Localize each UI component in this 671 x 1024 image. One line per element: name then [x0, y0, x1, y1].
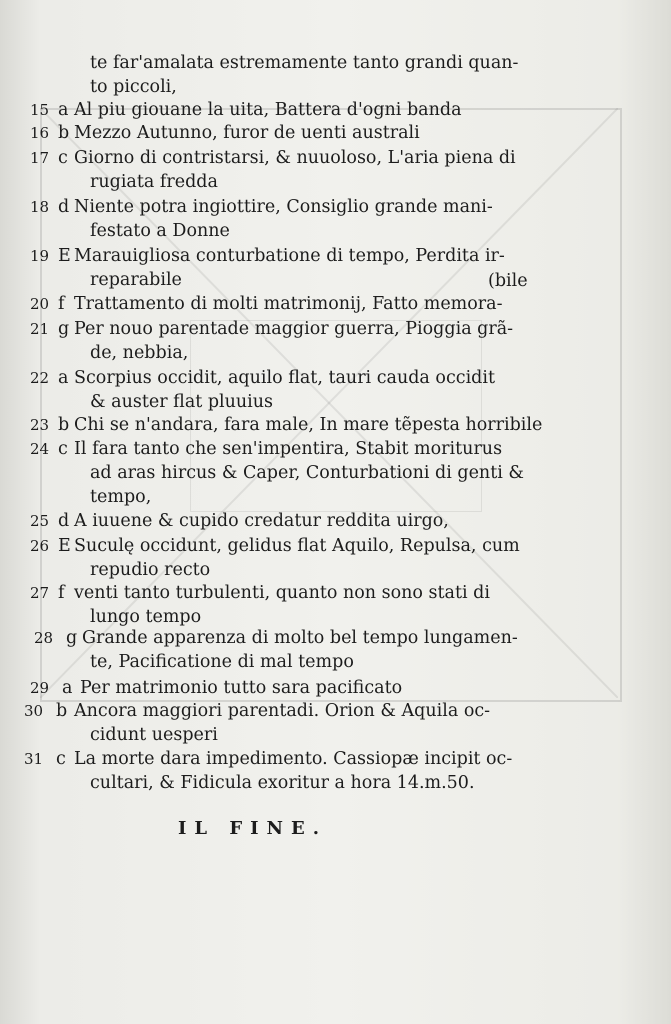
entry-line: & auster flat pluuius — [90, 392, 274, 412]
day-letter: b — [58, 123, 70, 143]
day-number: 30 — [24, 702, 44, 720]
day-number: 20 — [30, 295, 50, 313]
entry-line: repudio recto — [90, 560, 211, 580]
entry-line: festato a Donne — [90, 221, 230, 241]
day-letter: b — [58, 415, 70, 435]
day-number: 19 — [30, 247, 50, 265]
day-letter: E — [58, 536, 71, 556]
entry-line: venti tanto turbulenti, quanto non sono stati di — [74, 583, 490, 603]
day-letter: a — [58, 100, 69, 120]
entry-line: to piccoli, — [90, 77, 177, 97]
day-number: 16 — [30, 124, 50, 142]
day-number: 21 — [30, 320, 50, 338]
day-letter: c — [56, 749, 66, 769]
entry-line: ad aras hircus & Caper, Conturbationi di genti & — [90, 463, 524, 483]
day-number: 25 — [30, 512, 50, 530]
day-letter: b — [56, 701, 68, 721]
entry-line: Suculę occidunt, gelidus flat Aquilo, Repulsa, cum — [74, 536, 520, 556]
entry-line: A iuuene & cupido credatur reddita uirgo, — [74, 511, 449, 531]
entry-line: te far'amalata estremamente tanto grandi quan- — [90, 53, 519, 73]
day-letter: d — [58, 197, 70, 217]
entry-line: Scorpius occidit, aquilo flat, tauri cauda occidit — [74, 368, 495, 388]
entry-line: cidunt uesperi — [90, 725, 218, 745]
day-letter: c — [58, 148, 68, 168]
overflow-syllable: (bile — [488, 271, 528, 291]
day-number: 23 — [30, 416, 50, 434]
day-letter: g — [58, 319, 70, 339]
day-letter: f — [58, 294, 65, 314]
entry-line: Giorno di contristarsi, & nuuoloso, L'aria piena di — [74, 148, 516, 168]
entry-line: Il fara tanto che sen'impentira, Stabit moriturus — [74, 439, 503, 459]
entry-line: Mezzo Autunno, furor de uenti australi — [74, 123, 420, 143]
day-number: 17 — [30, 149, 50, 167]
entry-line: Niente potra ingiottire, Consiglio grande mani- — [74, 197, 493, 217]
day-number: 28 — [34, 629, 54, 647]
entry-line: Chi se n'andara, fara male, In mare tẽpesta horribile — [74, 415, 543, 435]
day-letter: a — [58, 368, 69, 388]
entry-line: Al piu giouane la uita, Battera d'ogni banda — [74, 100, 462, 120]
day-number: 27 — [30, 584, 50, 602]
day-letter: f — [58, 583, 65, 603]
entry-line: La morte dara impedimento. Cassiopæ incipit oc- — [74, 749, 513, 769]
entry-line: lungo tempo — [90, 607, 202, 627]
day-number: 24 — [30, 440, 50, 458]
day-letter: a — [62, 678, 73, 698]
day-letter: E — [58, 246, 71, 266]
day-number: 26 — [30, 537, 50, 555]
entry-line: Per nouo parentade maggior guerra, Pioggia grã- — [74, 319, 514, 339]
entry-line: cultari, & Fidicula exoritur a hora 14.m.50. — [90, 773, 475, 793]
day-number: 31 — [24, 750, 44, 768]
entry-line: rugiata fredda — [90, 172, 218, 192]
entry-line: te, Pacificatione di mal tempo — [90, 652, 354, 672]
day-letter: g — [66, 628, 78, 648]
entry-line: reparabile — [90, 270, 182, 290]
entry-line: Ancora maggiori parentadi. Orion & Aquila oc- — [74, 701, 491, 721]
day-number: 22 — [30, 369, 50, 387]
day-letter: c — [58, 439, 68, 459]
entry-line: de, nebbia, — [90, 343, 189, 363]
entry-line: tempo, — [90, 487, 152, 507]
day-number: 15 — [30, 101, 50, 119]
day-number: 29 — [30, 679, 50, 697]
entry-line: Per matrimonio tutto sara pacificato — [80, 678, 403, 698]
entry-line: Trattamento di molti matrimonij, Fatto memora- — [74, 294, 503, 314]
day-letter: d — [58, 511, 70, 531]
day-number: 18 — [30, 198, 50, 216]
entry-line: Marauigliosa conturbatione di tempo, Perdita ir- — [74, 246, 505, 266]
entry-line: Grande apparenza di molto bel tempo lungamen- — [82, 628, 518, 648]
finis-heading: IL FINE. — [178, 818, 327, 839]
